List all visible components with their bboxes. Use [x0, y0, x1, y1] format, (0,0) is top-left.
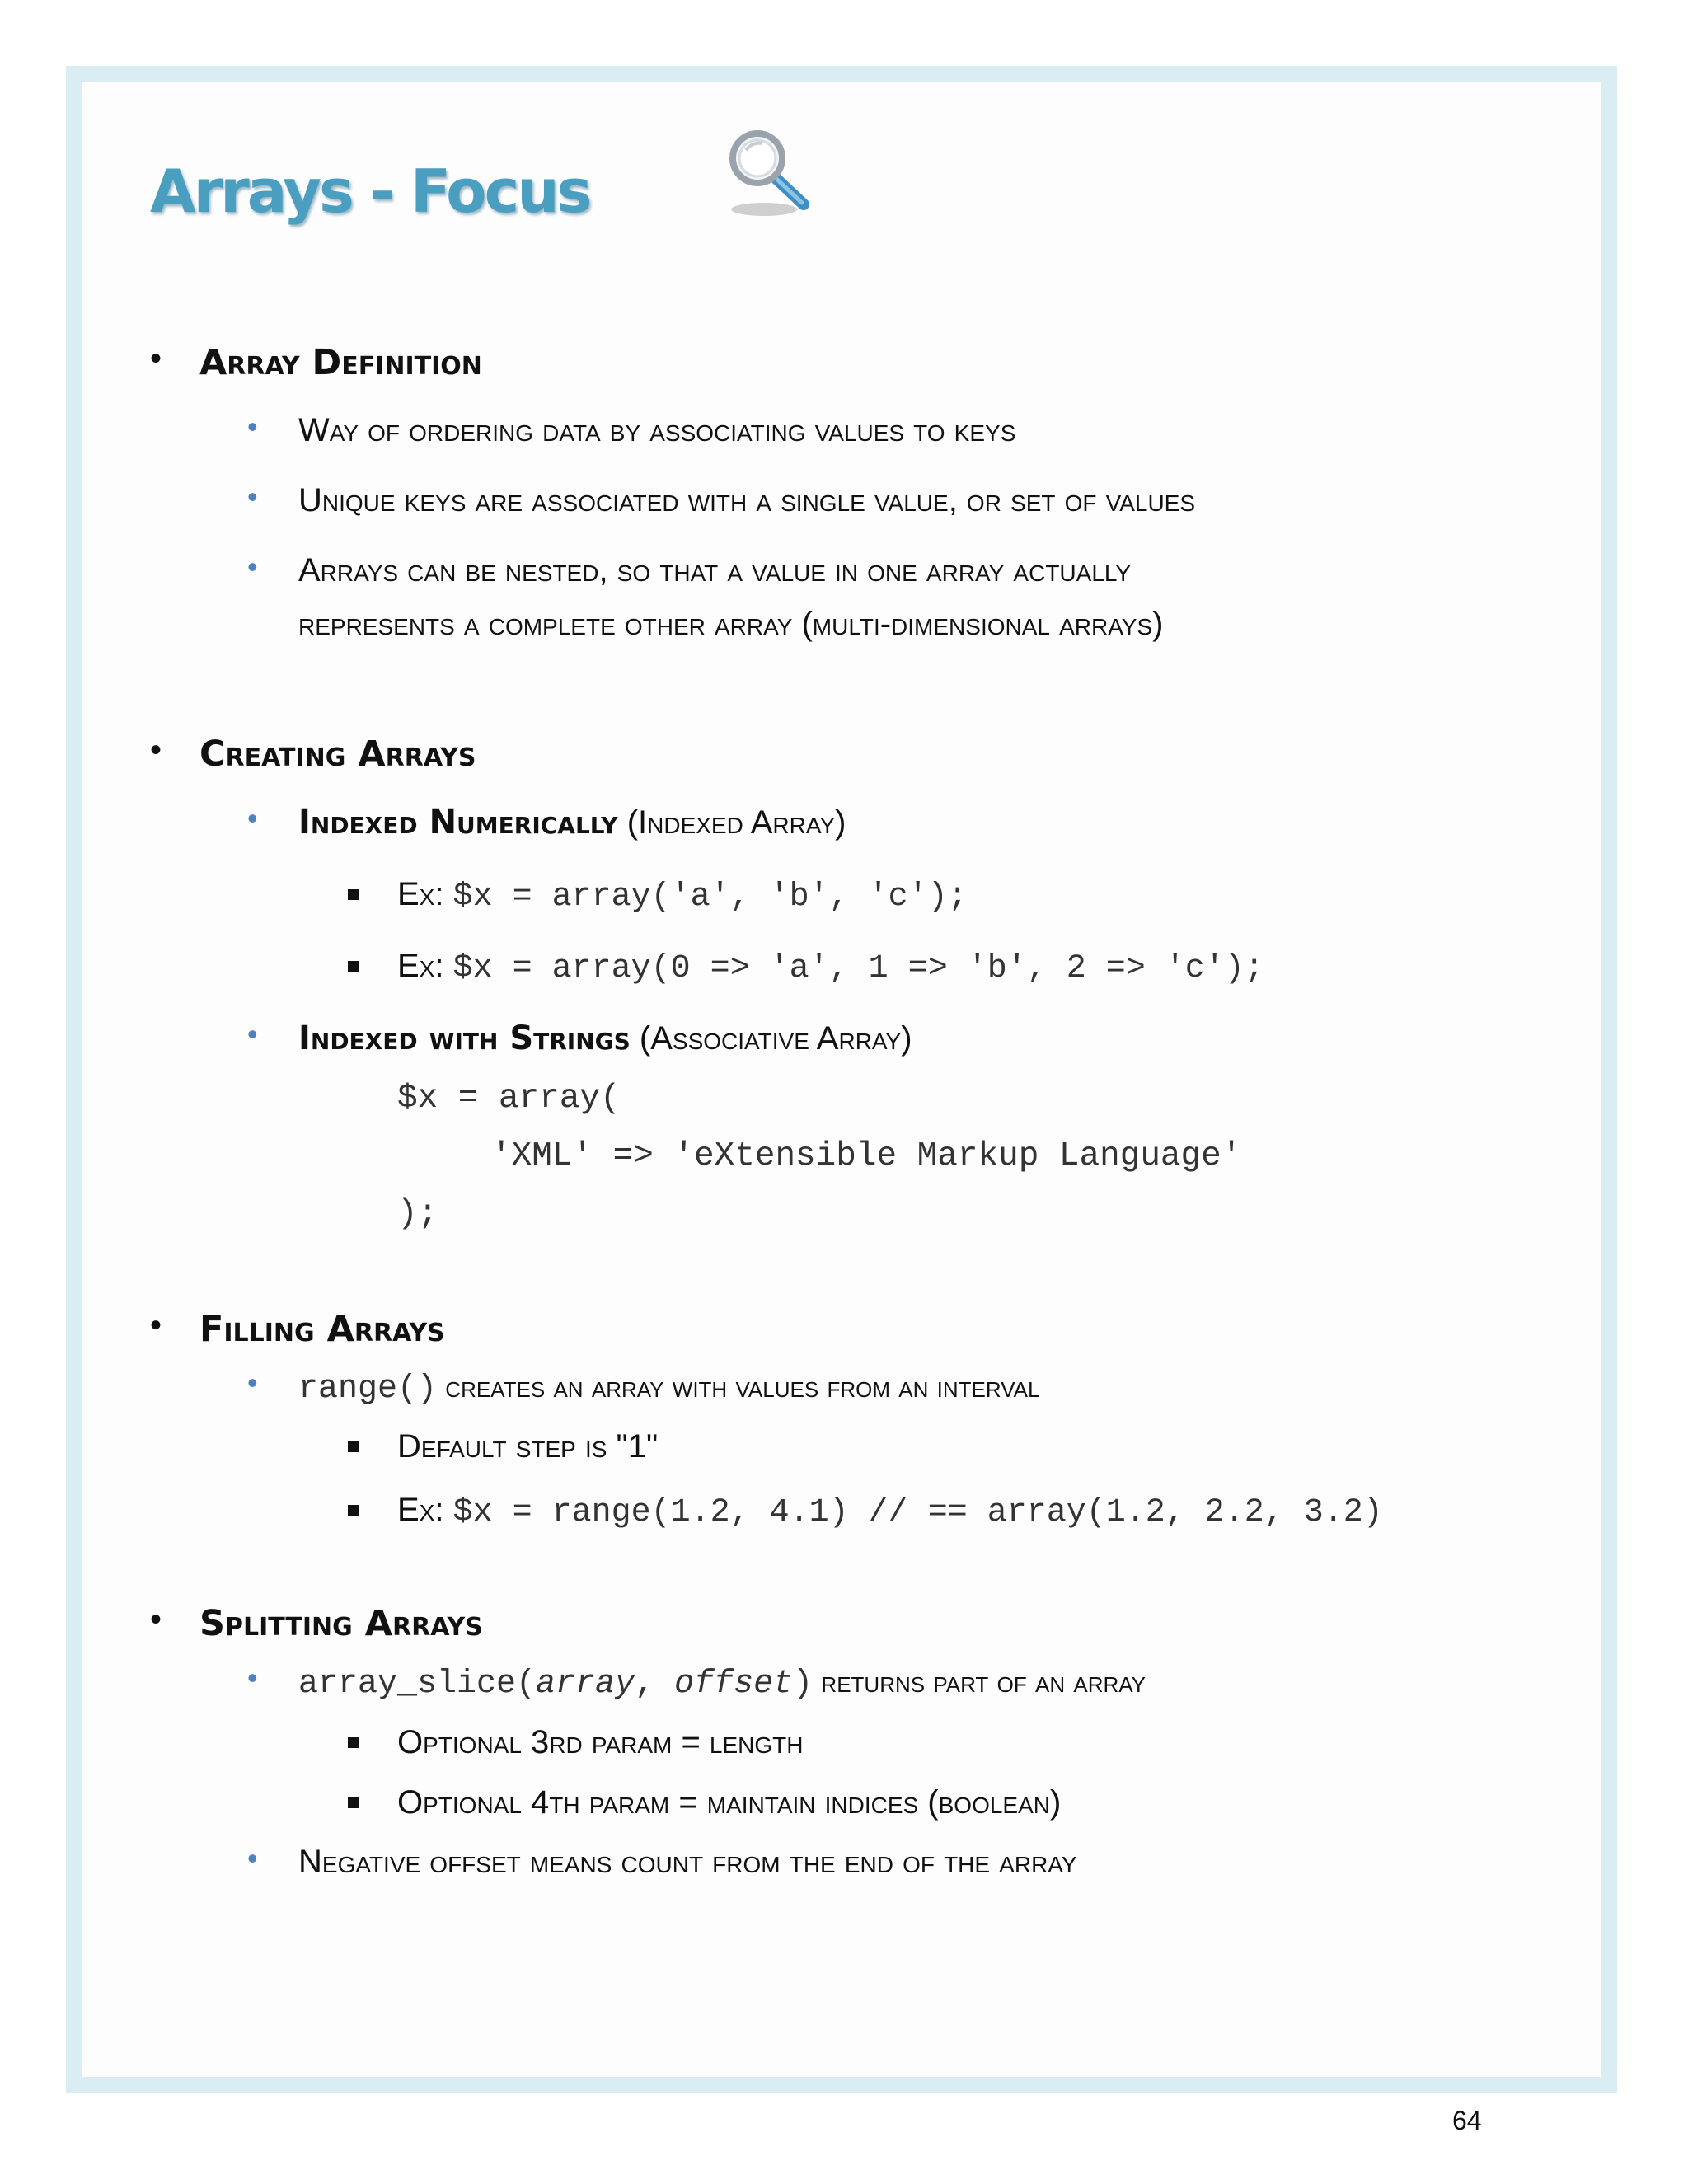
code-line: ); — [397, 1195, 438, 1233]
magnifier-icon — [721, 124, 820, 223]
square-bullet-icon — [348, 1737, 359, 1748]
bullet-icon: • — [150, 1601, 162, 1638]
square-bullet-icon — [348, 1441, 359, 1452]
bullet-icon: • — [150, 1307, 162, 1343]
bullet-icon: • — [150, 732, 162, 768]
bullet-icon: • — [247, 1661, 258, 1694]
bullet-icon: • — [247, 550, 258, 583]
bullet-icon: • — [247, 410, 258, 443]
page-title: Arrays - Focus — [150, 157, 590, 226]
code-line: 'XML' => 'eXtensible Markup Language' — [491, 1137, 1242, 1175]
bullet-icon: • — [247, 1017, 258, 1051]
bullet-icon: • — [247, 1841, 258, 1875]
square-bullet-icon — [348, 1797, 359, 1808]
square-bullet-icon — [348, 961, 359, 972]
bullet-icon: • — [247, 801, 258, 835]
square-bullet-icon — [348, 889, 359, 900]
bullet-icon: • — [150, 340, 162, 377]
code-line: $x = array( — [397, 1080, 621, 1118]
page-number: 64 — [1452, 2106, 1482, 2135]
bullet-icon: • — [247, 480, 258, 513]
square-bullet-icon — [348, 1505, 359, 1516]
bullet-icon: • — [247, 1366, 258, 1399]
